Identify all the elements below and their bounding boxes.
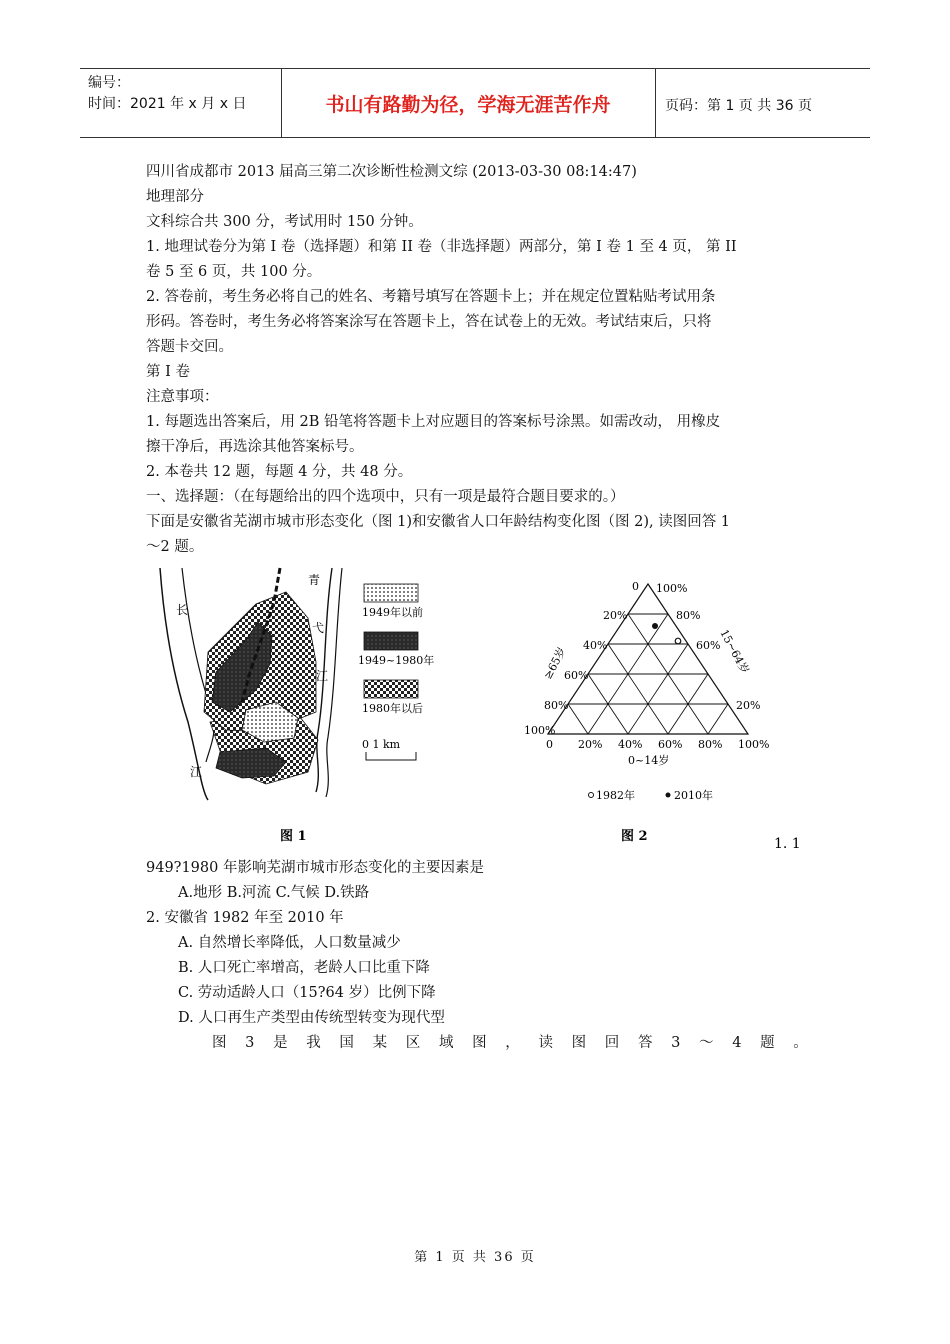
char: 题 xyxy=(760,1035,775,1051)
tick-label: 60% xyxy=(658,738,683,751)
legend-swatch xyxy=(364,584,418,602)
figures-svg xyxy=(146,562,826,852)
tick-label: 80% xyxy=(544,699,569,712)
scale-bar xyxy=(366,752,416,760)
number-label: 编号： xyxy=(88,75,130,91)
tick-label: 20% xyxy=(603,609,628,622)
tick-label: 100% xyxy=(524,724,556,737)
char: 区 xyxy=(405,1035,421,1051)
text-line: 四川省成都市 2013 届高三第二次诊断性检测文综 (2013-03-30 08:14:47) xyxy=(146,164,637,180)
tick-label: 100% xyxy=(656,582,688,595)
legend-label: 1949年以前 xyxy=(362,606,423,619)
question1-stem: 949?1980 年影响芜湖市城市形态变化的主要因素是 xyxy=(146,860,484,876)
char: 回 xyxy=(604,1035,620,1051)
legend-label: 1980年以后 xyxy=(362,702,423,715)
legend-marker-2010 xyxy=(666,793,671,798)
question2-option: B. 人口死亡率增高，老龄人口比重下降 xyxy=(178,960,430,976)
figure1-caption: 图 1 xyxy=(280,829,307,844)
river-label: 江 xyxy=(316,669,329,683)
char: ， xyxy=(505,1035,520,1051)
char: 3 xyxy=(245,1035,255,1051)
figure1-map xyxy=(160,568,434,844)
question1-options: A.地形 B.河流 C.气候 D.铁路 xyxy=(178,885,370,901)
text-line: 注意事项： xyxy=(146,389,219,405)
char: 我 xyxy=(306,1035,321,1051)
header-divider xyxy=(655,69,656,137)
grid-line xyxy=(628,644,688,734)
legend-label-2010: 2010年 xyxy=(674,789,713,802)
text-line: 2. 答卷前，考生务必将自己的姓名、考籍号填写在答题卡上；并在规定位置粘贴考试用条 xyxy=(146,289,716,305)
legend-label-1982: 1982年 xyxy=(596,789,635,802)
text-line: ～2 题。 xyxy=(146,539,204,555)
text-line: 擦干净后，再选涂其他答案标号。 xyxy=(146,439,364,455)
question2-option: A. 自然增长率降低，人口数量减少 xyxy=(178,935,401,951)
header-page-info: 页码：第 1 页 共 36 页 xyxy=(665,98,812,114)
tick-label: 60% xyxy=(696,639,721,652)
char: 域 xyxy=(438,1035,454,1051)
tick-label: 20% xyxy=(736,699,761,712)
text-line: 1. 地理试卷分为第 I 卷（选择题）和第 II 卷（非选择题）两部分，第 I 卷 1 至 4 页， 第 II xyxy=(146,239,737,255)
text-line: 下面是安徽省芜湖市城市形态变化（图 1)和安徽省人口年龄结构变化图（图 2), 读图回答 1 xyxy=(146,514,731,530)
question2-stem: 2. 安徽省 1982 年至 2010 年 xyxy=(146,910,344,926)
question2-option: D. 人口再生产类型由传统型转变为现代型 xyxy=(178,1010,445,1026)
point-1982 xyxy=(675,638,681,644)
char: 。 xyxy=(793,1035,808,1051)
point-2010 xyxy=(652,623,658,629)
river-label: 弋 xyxy=(312,621,325,635)
question1-fragment: 1. 1 xyxy=(774,836,801,852)
document-body xyxy=(146,160,812,560)
time-label: 时间：2021 年 x 月 x 日 xyxy=(88,96,247,112)
char: 是 xyxy=(273,1035,288,1051)
river-label: 青 xyxy=(308,573,321,587)
header-left xyxy=(88,73,246,115)
text-line: 地理部分 xyxy=(146,189,204,205)
tick-label: 0 xyxy=(546,738,553,751)
char: ～ xyxy=(699,1035,714,1051)
tick-label: 40% xyxy=(583,639,608,652)
axis-title-right: 15~64岁 xyxy=(717,627,752,676)
legend-swatch xyxy=(364,632,418,650)
grid-line xyxy=(568,704,588,734)
text-line: 形码。答卷时，考生务必将答案涂写在答题卡上，答在试卷上的无效。考试结束后，只将 xyxy=(146,314,712,330)
tick-label: 40% xyxy=(618,738,643,751)
questions-block xyxy=(146,856,812,1056)
text-line: 一、选择题：（在每题给出的四个选项中，只有一项是最符合题目要求的。） xyxy=(146,489,625,505)
grid-line xyxy=(608,644,668,734)
text-line: 第 I 卷 xyxy=(146,364,190,380)
tick-label: 60% xyxy=(564,669,589,682)
page-footer: 第 1 页 共 36 页 xyxy=(414,1250,536,1265)
river-label: 江 xyxy=(190,765,203,779)
text-line: 文科综合共 300 分，考试用时 150 分钟。 xyxy=(146,214,423,230)
figure2-caption: 图 2 xyxy=(621,829,648,844)
char: 读 xyxy=(538,1035,553,1051)
char: 4 xyxy=(732,1035,742,1051)
tick-label: 0 xyxy=(632,580,639,593)
tick-label: 20% xyxy=(578,738,603,751)
char: 答 xyxy=(637,1035,653,1051)
tick-label: 80% xyxy=(698,738,723,751)
grid-line xyxy=(708,704,728,734)
char: 图 xyxy=(571,1035,587,1051)
text-line: 1. 每题选出答案后，用 2B 铅笔将答题卡上对应题目的答案标号涂黑。如需改动， 用橡皮 xyxy=(146,414,721,430)
header-motto: 书山有路勤为径，学海无涯苦作舟 xyxy=(325,93,611,116)
legend-swatch xyxy=(364,680,418,698)
char: 图 xyxy=(472,1035,487,1051)
tick-label: 80% xyxy=(676,609,701,622)
river-label: 长 xyxy=(176,603,189,617)
figure3-intro-line xyxy=(146,1031,812,1056)
tick-label: 100% xyxy=(738,738,770,751)
char: 国 xyxy=(339,1035,354,1051)
figure2-ternary xyxy=(524,580,769,844)
figures-area xyxy=(146,562,826,852)
legend-label: 1949~1980年 xyxy=(358,654,435,667)
legend-marker-1982 xyxy=(589,793,594,798)
text-line: 2. 本卷共 12 题，每题 4 分，共 48 分。 xyxy=(146,464,413,480)
char: 3 xyxy=(671,1035,681,1051)
text-line: 卷 5 至 6 页，共 100 分。 xyxy=(146,264,322,280)
char: 图 xyxy=(212,1035,227,1051)
axis-title-bottom: 0~14岁 xyxy=(628,754,670,767)
text-line: 答题卡交回。 xyxy=(146,339,233,355)
question2-option: C. 劳动适龄人口（15?64 岁）比例下降 xyxy=(178,985,436,1001)
scale-label: 0 1 km xyxy=(362,738,401,751)
page-header xyxy=(80,68,870,138)
char: 某 xyxy=(372,1035,388,1051)
axis-title-left: ≥65岁 xyxy=(541,645,569,682)
